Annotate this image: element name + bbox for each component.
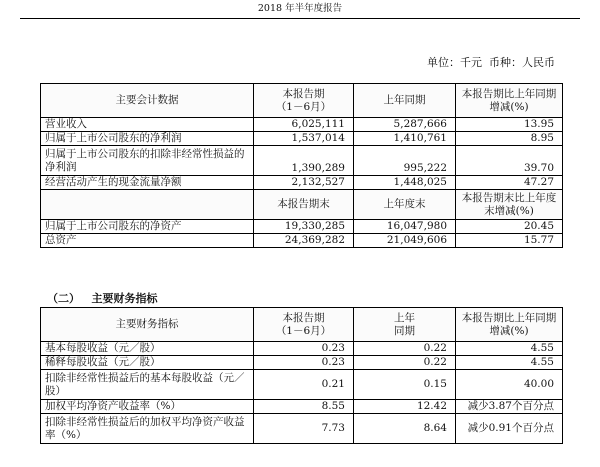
header-cell: 本报告期比上年同期 增减(%): [456, 308, 563, 342]
value-cell: 8.95: [456, 132, 563, 146]
table-row: [41, 414, 563, 444]
table-row: [41, 234, 563, 248]
table-header-row: [41, 308, 563, 342]
row-label: 加权平均净资产收益率（%）: [41, 400, 254, 414]
value-cell: 8.55: [254, 400, 354, 414]
header-cell: 本报告期末: [254, 190, 354, 220]
header-cell: 本报告期末比上年度 末增减(%): [456, 190, 563, 220]
value-cell: 1,410,761: [354, 132, 456, 146]
row-label: 稀释每股收益（元／股）: [41, 356, 254, 370]
section-heading: [47, 290, 158, 306]
value-cell: 减少3.87个百分点: [456, 400, 563, 414]
table-row: [41, 370, 563, 400]
header-cell: 上年同期: [354, 84, 456, 118]
value-cell: 2,132,527: [254, 176, 354, 190]
table-row: [41, 132, 563, 146]
section-title: 主要财务指标: [91, 292, 158, 305]
table-row: [41, 220, 563, 234]
table-header-row: [41, 84, 563, 118]
page-header: [20, 0, 580, 19]
value-cell: 15.77: [456, 234, 563, 248]
table-row: [41, 146, 563, 176]
header-cell: 上年 同期: [354, 308, 456, 342]
value-cell: 40.00: [456, 370, 563, 400]
value-cell: 0.23: [254, 342, 354, 356]
table-row: [41, 176, 563, 190]
value-cell: 21,049,606: [354, 234, 456, 248]
value-cell: 减少0.91个百分点: [456, 414, 563, 444]
value-cell: 47.27: [456, 176, 563, 190]
row-label: 扣除非经常性损益后的加权平均净资产收益率（%）: [41, 414, 254, 444]
value-cell: 12.42: [354, 400, 456, 414]
value-cell: 1,448,025: [354, 176, 456, 190]
value-cell: 0.22: [354, 356, 456, 370]
section-number: （二）: [47, 292, 80, 305]
row-label: 扣除非经常性损益后的基本每股收益（元／股）: [41, 370, 254, 400]
table-row: [41, 342, 563, 356]
value-cell: 6,025,111: [254, 118, 354, 132]
header-cell: 主要财务指标: [41, 308, 254, 342]
row-label: 总资产: [41, 234, 254, 248]
value-cell: 4.55: [456, 356, 563, 370]
header-cell: 本报告期比上年同期 增减(%): [456, 84, 563, 118]
value-cell: 20.45: [456, 220, 563, 234]
value-cell: 0.22: [354, 342, 456, 356]
header-cell: 本报告期 （1－6月）: [254, 308, 354, 342]
value-cell: 8.64: [354, 414, 456, 444]
row-label: 营业收入: [41, 118, 254, 132]
header-cell: 上年度末: [354, 190, 456, 220]
value-cell: 1,390,289: [254, 146, 354, 176]
value-cell: 0.21: [254, 370, 354, 400]
header-cell: 主要会计数据: [41, 84, 254, 118]
value-cell: 16,047,980: [354, 220, 456, 234]
value-cell: 7.73: [254, 414, 354, 444]
table-row: [41, 400, 563, 414]
value-cell: 39.70: [456, 146, 563, 176]
value-cell: 5,287,666: [354, 118, 456, 132]
value-cell: 0.23: [254, 356, 354, 370]
row-label: 归属于上市公司股东的净资产: [41, 220, 254, 234]
row-label: 经营活动产生的现金流量净额: [41, 176, 254, 190]
value-cell: 24,369,282: [254, 234, 354, 248]
value-cell: 19,330,285: [254, 220, 354, 234]
unit-currency-line: 单位：千元 币种：人民币: [427, 56, 555, 69]
financial-indicators-table: [40, 307, 563, 444]
value-cell: 995,222: [354, 146, 456, 176]
report-title: 2018 年半年度报告: [257, 3, 343, 14]
value-cell: 0.15: [354, 370, 456, 400]
header-cell: 本报告期 （1－6月）: [254, 84, 354, 118]
table-subheader-row: [41, 190, 563, 220]
header-cell: [41, 190, 254, 220]
accounting-data-table: [40, 83, 563, 248]
table-row: [41, 118, 563, 132]
row-label: 归属于上市公司股东的扣除非经常性损益的净利润: [41, 146, 254, 176]
value-cell: 1,537,014: [254, 132, 354, 146]
row-label: 基本每股收益（元／股）: [41, 342, 254, 356]
table-row: [41, 356, 563, 370]
value-cell: 13.95: [456, 118, 563, 132]
row-label: 归属于上市公司股东的净利润: [41, 132, 254, 146]
value-cell: 4.55: [456, 342, 563, 356]
